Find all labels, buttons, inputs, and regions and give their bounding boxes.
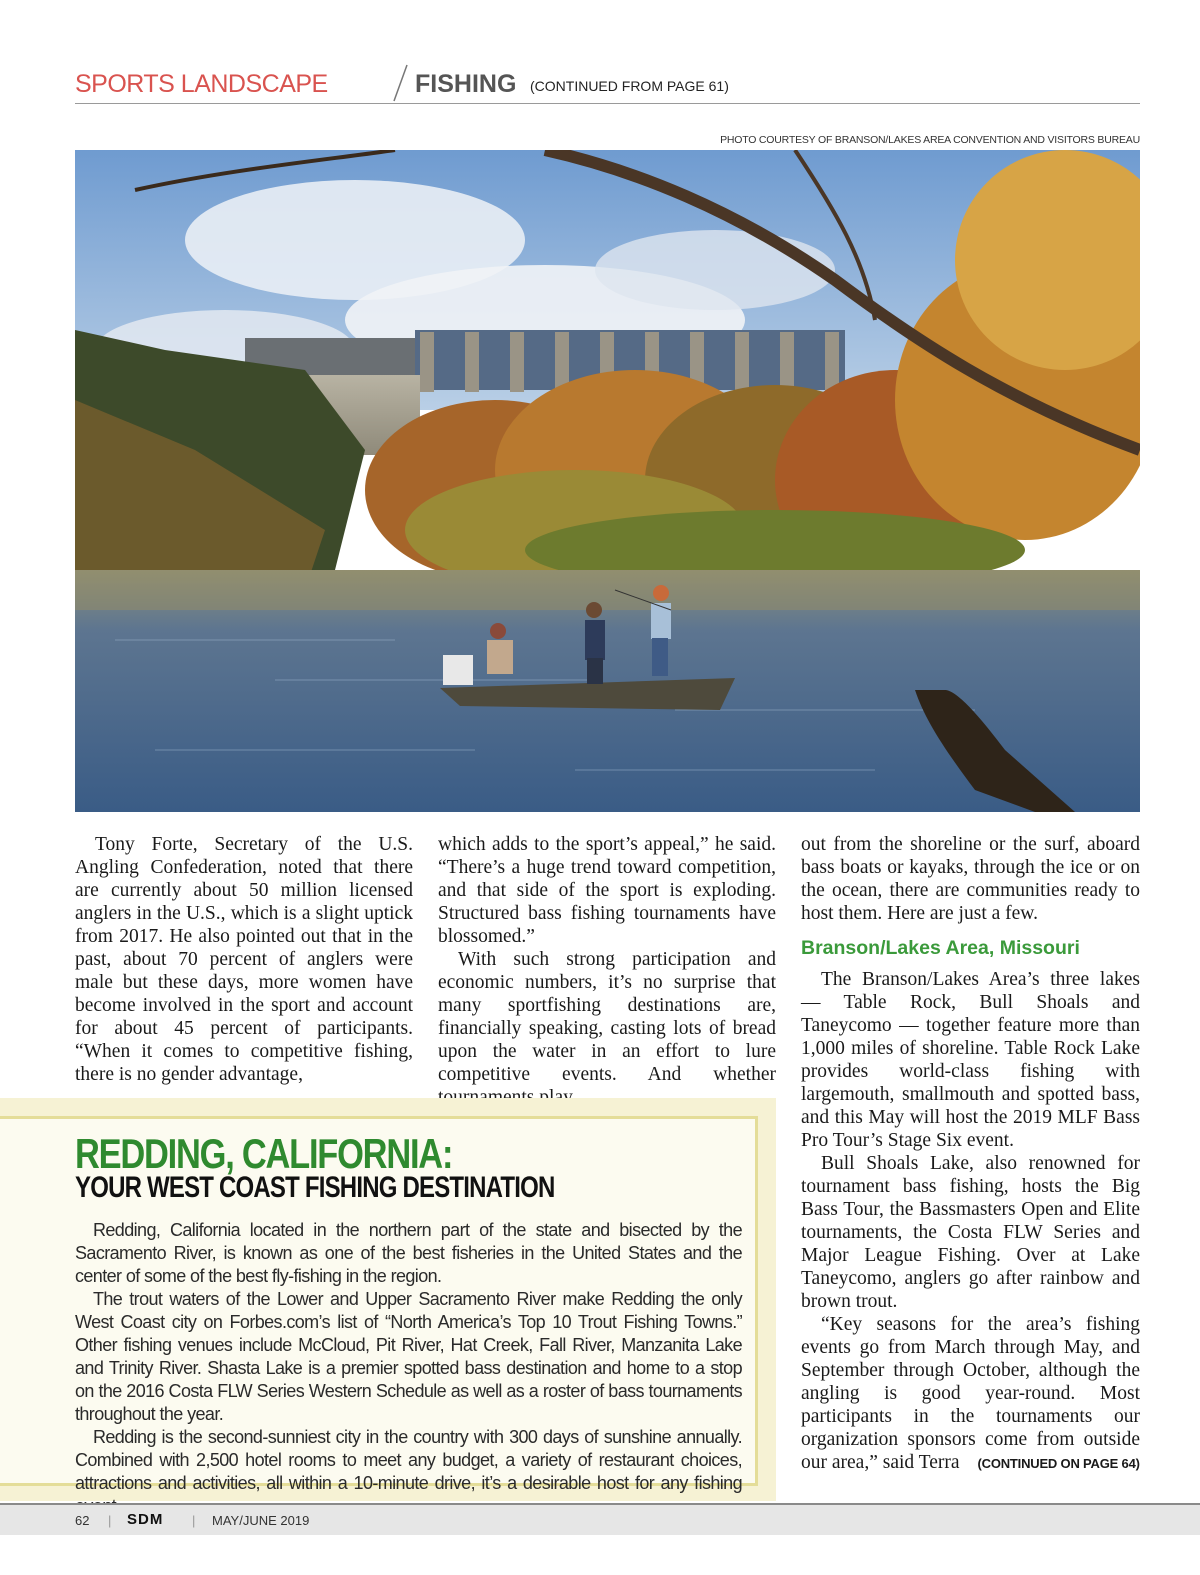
sidebar-paragraph: Redding, California located in the northern part of the state and bisected by the Sacramento River, is known as one of the best fisheries in the United States and the center of some of the best fly-fishing in the region. [75, 1220, 742, 1286]
article-paragraph: Tony Forte, Secretary of the U.S. Angling Confederation, noted that there are currently about 50 million licensed anglers in the U.S., which is a slight uptick from 2017. He also pointed out that in the past, about 70 percent of anglers were male but these days, more women have become involved in the sport and account for about 45 percent of participants. “When it comes to competitive fishing, there is no gender advantage, [75, 834, 413, 1085]
issue-date: MAY/JUNE 2019 [212, 1513, 310, 1528]
footer-separator: | [108, 1513, 112, 1528]
sidebar-subtitle: YOUR WEST COAST FISHING DESTINATION [75, 1171, 555, 1204]
magazine-logo: SDM [127, 1511, 164, 1528]
sidebar-paragraph: The trout waters of the Lower and Upper Sacramento River make Redding the only West Coast city on Forbes.com’s list of “North America’s Top 10 Trout Fishing Towns.” Other fishing venues include McCloud, Pit River, Hat Creek, Fall River, Manzanita Lake and Trinity River. Shasta Lake is a premier spotted bass destination and home to a stop on the 2016 Costa FLW Series Western Schedule as well as a roster of bass tournaments throughout the year. [75, 1289, 742, 1424]
article-paragraph: out from the shoreline or the surf, aboard bass boats or kayaks, through the ice or on the ocean, there are communities ready to host them. Here are just a few. [801, 834, 1140, 924]
section-label: SPORTS LANDSCAPE [75, 70, 328, 98]
article-paragraph: Bull Shoals Lake, also renowned for tournament bass fishing, hosts the Big Bass Tour, the Bassmasters Open and Elite tournaments, the Costa FLW Series and Major League Fishing. Over at Lake Taneycomo, anglers go after rainbow and brown trout. [801, 1153, 1140, 1312]
continued-from-label: (CONTINUED FROM PAGE 61) [530, 78, 729, 94]
section-subhead: Branson/Lakes Area, Missouri [801, 937, 1080, 959]
article-column-1 [75, 833, 413, 1086]
sidebar-title: REDDING, CALIFORNIA: [75, 1130, 453, 1177]
sidebar-body [75, 1219, 742, 1518]
article-paragraph: With such strong participation and economic numbers, it’s no surprise that many sportfishing destinations are, financially speaking, casting lots of bread upon the water in an effort to lure competitive events. And whether [438, 949, 776, 1085]
article-paragraph: The Branson/Lakes Area’s three lakes — Table Rock, Bull Shoals and Taneycomo — together feature more than 1,000 miles of shoreline. Table Rock Lake provides world-class fishing with largemouth, smallmouth and spotted bass, and this May will host the 2019 MLF Bass Pro Tour’s Stage Six event. [801, 969, 1140, 1151]
slash-divider [391, 64, 409, 102]
page-header [75, 68, 1140, 104]
page-number: 62 [75, 1513, 90, 1528]
sidebar-paragraph: Redding is the second-sunniest city in the country with 300 days of sunshine annually. Combined with 2,500 hotel rooms to meet any budget, a variety of restaurant choices, attractions and activities, all within a 10-minute drive, it’s a desirable host for any fishing [75, 1427, 742, 1493]
article-text: “Key seasons for the area’s fishing events go from March through May, and September through October, although the angling is good year-round. Most participants in the tournaments our organization sponsors come from outside our area,” said Terra [801, 1314, 1140, 1473]
page-footer [0, 1505, 1200, 1535]
topic-label: FISHING [415, 70, 517, 98]
continued-on-label: (CONTINUED ON PAGE 64) [977, 1456, 1140, 1471]
footer-separator: | [192, 1513, 196, 1528]
article-column-2 [438, 833, 776, 1109]
article-paragraph: which adds to the sport’s appeal,” he said. “There’s a huge trend toward competition, and that side of the sport is exploding. Structured bass fishing tournaments have blossomed.” [438, 834, 776, 947]
article-paragraph [801, 1313, 1140, 1475]
article-column-3 [801, 833, 1140, 1475]
fishing-photo [75, 150, 1140, 812]
photo-credit: PHOTO COURTESY OF BRANSON/LAKES AREA CONVENTION AND VISITORS BUREAU [720, 134, 1140, 146]
